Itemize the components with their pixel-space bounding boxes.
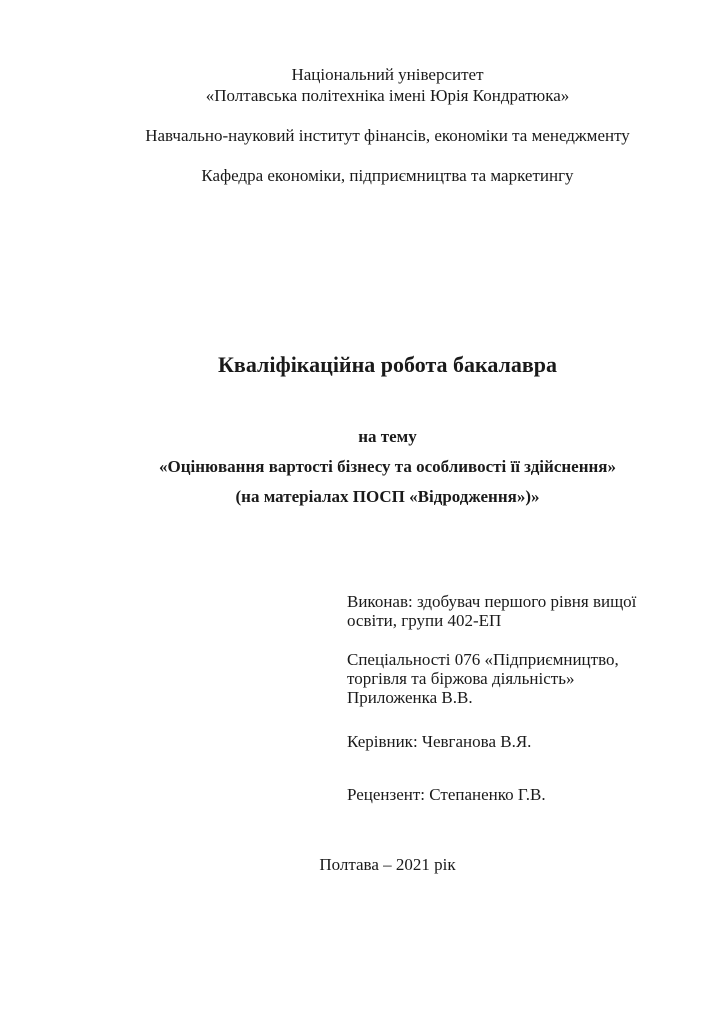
place-and-year: Полтава – 2021 рік (319, 855, 456, 874)
department-name: Кафедра економіки, підприємництва та маркетингу (201, 166, 574, 185)
theme-line2: (на матеріалах ПОСП «Відродження»)» (235, 487, 540, 506)
institute-name: Навчально-науковий інститут фінансів, економіки та менеджменту (145, 126, 630, 145)
executor-name: Приложенка В.В. (347, 688, 473, 707)
specialty-line2: торгівля та біржова діяльність» (347, 669, 575, 688)
theme-prefix: на тему (358, 427, 417, 446)
specialty-info (347, 650, 672, 707)
thesis-theme (103, 422, 672, 512)
executor-line1: Виконав: здобувач першого рівня вищої (347, 592, 637, 611)
executor-info (347, 592, 672, 630)
theme-line1: «Оцінювання вартості бізнесу та особливості її здійснення» (158, 457, 617, 476)
specialty-line1: Спеціальності 076 «Підприємництво, (347, 650, 619, 669)
credits-block (347, 592, 672, 804)
reviewer-name: Рецензент: Степаненко Г.В. (347, 785, 546, 804)
university-header (103, 64, 672, 106)
thesis-title: Кваліфікаційна робота бакалавра (217, 352, 558, 377)
executor-line2: освіти, групи 402-ЕП (347, 611, 502, 630)
university-name-line1: Національний університет (291, 65, 484, 84)
supervisor-name: Керівник: Чевганова В.Я. (347, 732, 532, 751)
university-name-line2: «Полтавська політехніка імені Юрія Кондратюка» (205, 86, 570, 105)
